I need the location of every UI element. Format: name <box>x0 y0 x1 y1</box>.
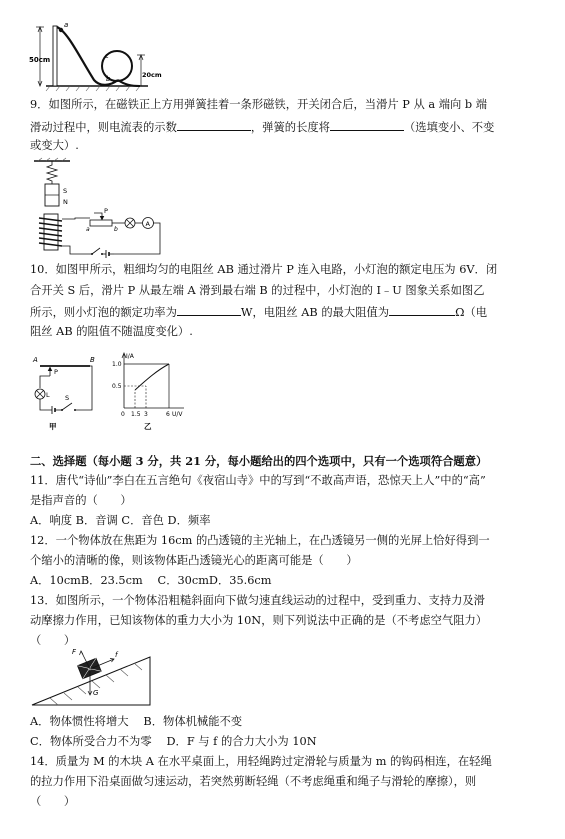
track-figure <box>28 21 162 94</box>
point-a: a <box>64 21 69 29</box>
q13-line1: 13．如图所示，一个物体沿粗糙斜面向下做匀速直线运动的过程中，受到重力、支持力及滑 <box>30 594 485 607</box>
y-axis-label: I/A <box>126 353 134 360</box>
loop-height-label: 20cm <box>142 71 162 79</box>
q10-text-a: 所示，则小灯泡的额定功率为 <box>30 306 177 319</box>
force-f-friction: f <box>115 651 118 659</box>
q10-text-c: Ω（电 <box>455 306 488 319</box>
x-tick-0: 0 <box>121 411 125 418</box>
switch-s: S <box>65 394 70 402</box>
rheo-a: a <box>86 226 90 233</box>
q14-line3: （ ） <box>30 795 76 808</box>
resistor-b: B <box>90 356 95 364</box>
q10-line4: 阻丝 AB 的阻值不随温度变化）. <box>30 325 193 338</box>
q10-text-b: W，电阻丝 AB 的最大阻值为 <box>240 306 390 319</box>
q13-options-ab: A．物体惯性将增大 B．物体机械能不变 <box>30 715 243 728</box>
magnet-s: S <box>63 187 68 195</box>
q13-incline-figure <box>30 647 155 709</box>
q9-blank-2[interactable] <box>330 118 404 131</box>
slider-p-10: P <box>54 368 58 376</box>
magnet-n: N <box>63 198 68 206</box>
q9-figure <box>30 158 180 260</box>
force-g: G <box>93 689 99 697</box>
q10-line2: 合开关 S 后，滑片 P 从最左端 A 滑到最右端 B 的过程中，小灯泡的 I﹣U 图象关系如图乙 <box>30 284 485 297</box>
x-tick-15: 1.5 <box>131 411 141 418</box>
q14-line1: 14．质量为 M 的木块 A 在水平桌面上，用轻绳跨过定滑轮与质量为 m 的钩码相连，在轻绳 <box>30 755 492 768</box>
lamp-l: L <box>46 391 50 399</box>
height-label: 50cm <box>29 56 51 64</box>
q12-line2: 个缩小的清晰的像，则该物体距凸透镜光心的距离可能是（ ） <box>30 554 358 567</box>
q9-text-b: ，弹簧的长度将 <box>250 121 330 134</box>
q10-blank-1[interactable] <box>177 303 241 316</box>
q10-iu-graph <box>112 350 187 432</box>
q13-line2: 动摩擦力作用，已知该物体的重力大小为 10N，则下列说法中正确的是（不考虑空气阻力） <box>30 614 488 627</box>
force-f-normal: F <box>72 648 77 656</box>
q11-line2: 是指声音的（ ） <box>30 494 132 507</box>
q9-text-a: 滑动过程中，则电流表的示数 <box>30 121 177 134</box>
q9-text-c: （选填变小、不变 <box>403 121 495 134</box>
caption-jia: 甲 <box>49 422 57 431</box>
q12-options: A．10cmB．23.5cm C．30cmD．35.6cm <box>30 574 272 587</box>
q14-line2: 的拉力作用下沿桌面做匀速运动，若突然剪断轻绳（不考虑绳重和绳子与滑轮的摩擦），则 <box>30 775 477 788</box>
q11-line1: 11．唐代“诗仙”李白在五言绝句《夜宿山寺》中的写到“不敢高声语，恐惊天上人”中的“高” <box>30 474 486 487</box>
q10-circuit-figure <box>30 352 100 432</box>
caption-yi: 乙 <box>144 422 152 431</box>
ammeter-label: A <box>145 220 150 228</box>
q9-line3: 或变大）. <box>30 139 79 152</box>
x-tick-6: 6 <box>166 411 170 418</box>
q10-blank-2[interactable] <box>389 303 455 316</box>
q13-line3: （ ） <box>30 634 76 647</box>
q10-line1: 10．如图甲所示，粗细均匀的电阻丝 AB 通过滑片 P 连入电路，小灯泡的额定电压为 6V．闭 <box>30 263 498 276</box>
point-c: c <box>105 52 109 60</box>
q13-options-cd: C．物体所受合力不为零 D．F 与 f 的合力大小为 10N <box>30 735 317 748</box>
x-tick-3: 3 <box>144 411 148 418</box>
q10-line3 <box>30 303 487 321</box>
q12-line1: 12．一个物体放在焦距为 16cm 的凸透镜的主光轴上，在凸透镜另一侧的光屏上恰好得到一 <box>30 534 490 547</box>
y-tick-1: 1.0 <box>112 361 122 368</box>
rheo-b: b <box>114 226 118 233</box>
section-2-heading: 二、选择题（每小题 3 分，共 21 分，每小题给出的四个选项中，只有一个选项符合题意） <box>30 454 488 468</box>
x-axis-label: U/V <box>172 411 183 418</box>
resistor-a: A <box>33 356 38 364</box>
slider-p: P <box>104 207 108 215</box>
y-tick-05: 0.5 <box>112 383 122 390</box>
q9-line2 <box>30 118 494 136</box>
q11-options: A．响度 B．音调 C．音色 D．频率 <box>30 514 211 527</box>
q9-line1: 9．如图所示，在磁铁正上方用弹簧挂着一条形磁铁，开关闭合后，当滑片 P 从 a 端向 b 端 <box>30 98 487 111</box>
q9-blank-1[interactable] <box>177 118 251 131</box>
point-b: b <box>106 75 111 83</box>
